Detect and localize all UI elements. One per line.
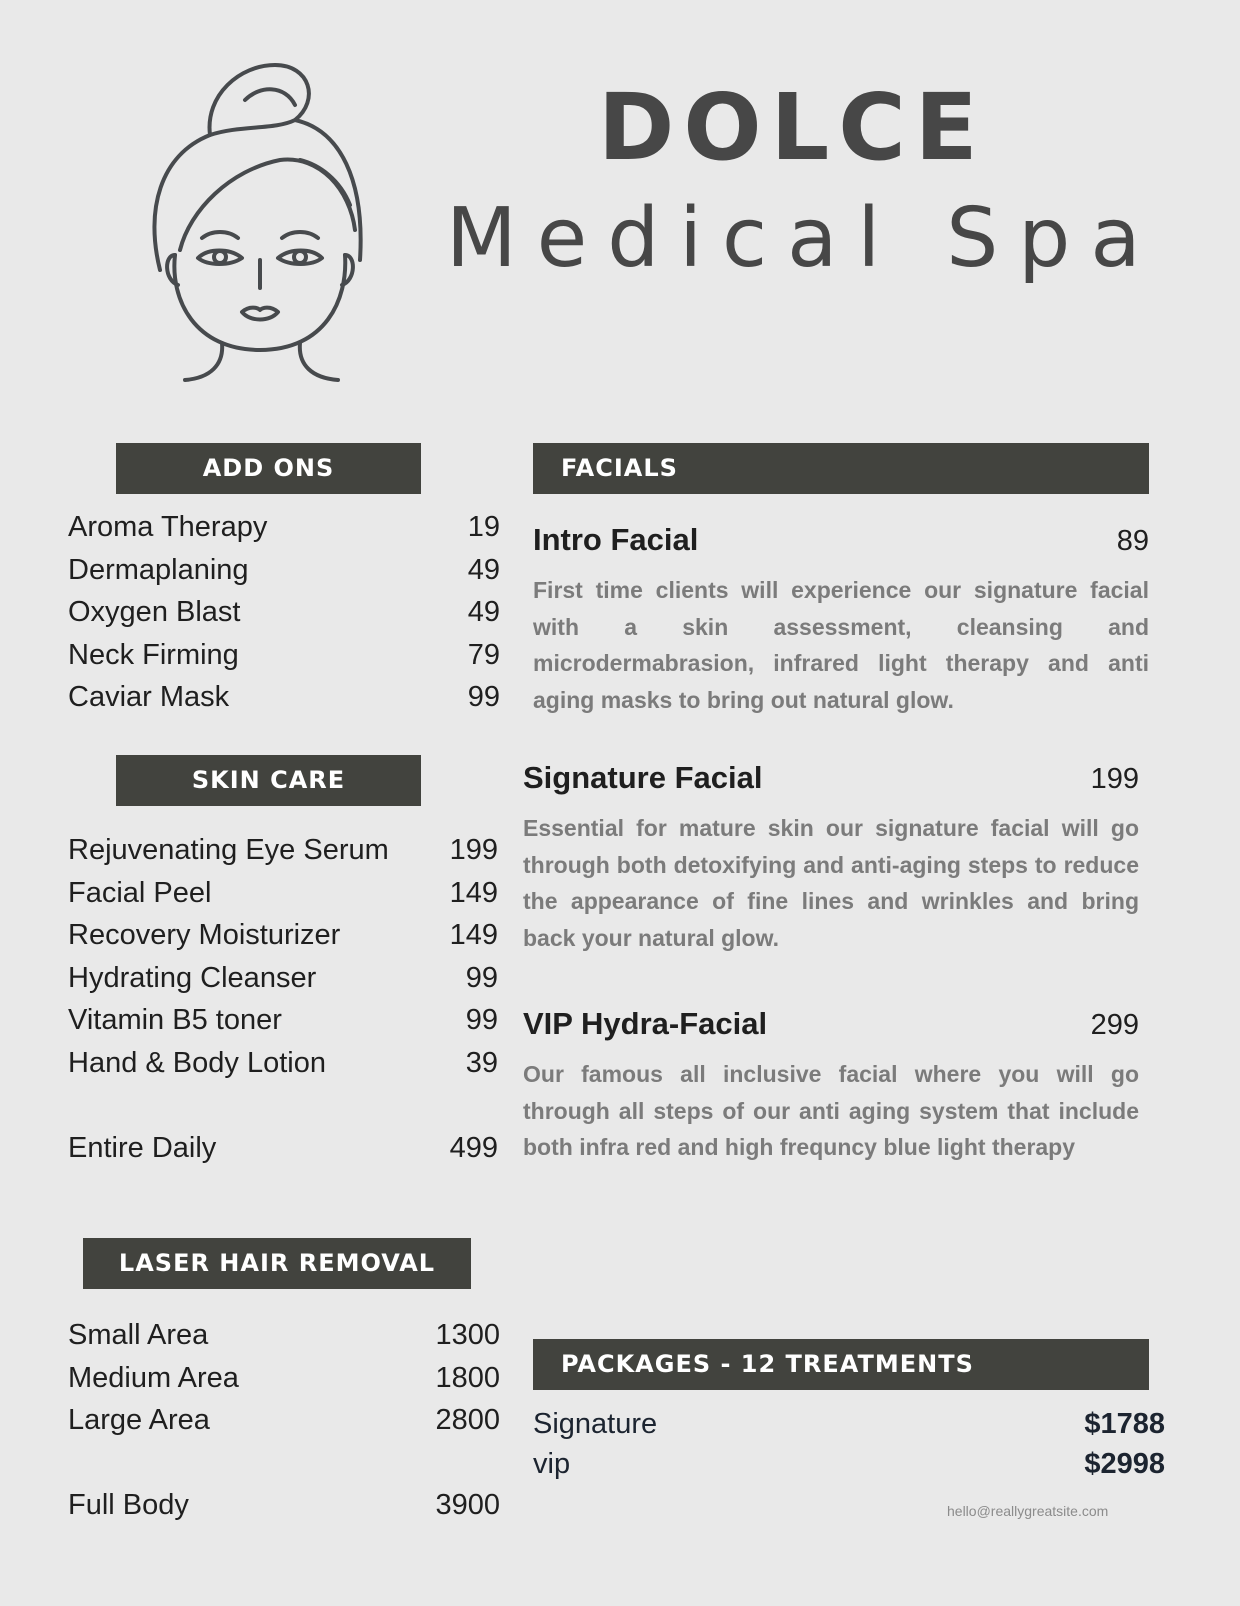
list-item [533, 1404, 1165, 1444]
add-ons-list [68, 506, 500, 719]
item-name: Medium Area [68, 1361, 239, 1394]
contact-email[interactable]: hello@reallygreatsite.com [947, 1503, 1109, 1519]
item-name: Entire Daily [68, 1131, 217, 1164]
section-header-facials: FACIALS [533, 443, 1149, 494]
facial-description: Our famous all inclusive facial where you will go through all steps of our anti aging system that include both infra red and high frequncy blue light therapy [523, 1061, 1139, 1160]
list-item [68, 914, 498, 957]
item-name: Oxygen Blast [68, 596, 241, 629]
facial-price: 89 [1116, 525, 1149, 557]
list-item [68, 1399, 500, 1442]
package-name: Signature [533, 1408, 658, 1440]
item-price: 39 [465, 1046, 498, 1079]
facial-item [523, 760, 1139, 956]
list-item-bundle [68, 1127, 498, 1170]
section-header-packages: PACKAGES - 12 TREATMENTS [533, 1339, 1149, 1390]
packages-list [533, 1404, 1165, 1484]
item-price: 19 [467, 511, 500, 543]
item-price: 99 [465, 961, 498, 994]
facial-price: 199 [1090, 763, 1139, 795]
item-name: Large Area [68, 1404, 210, 1437]
list-item [68, 634, 500, 677]
item-price: 1800 [435, 1361, 500, 1394]
item-name: Full Body [68, 1488, 189, 1521]
item-name: Aroma Therapy [68, 511, 268, 543]
list-item [68, 549, 500, 592]
brand-name: DOLCE [598, 74, 987, 181]
list-item [68, 829, 498, 872]
facial-name: Intro Facial [533, 522, 699, 557]
list-item [533, 1444, 1165, 1484]
item-name: Rejuvenating Eye Serum [68, 834, 389, 866]
list-item [68, 676, 500, 719]
item-price: 149 [449, 919, 498, 952]
list-item [68, 1042, 498, 1085]
item-name: Dermaplaning [68, 553, 249, 586]
item-price: 199 [449, 834, 498, 866]
skin-care-list [68, 829, 498, 1169]
facial-item [533, 522, 1149, 718]
item-price: 1300 [435, 1319, 500, 1351]
item-price: 3900 [435, 1488, 500, 1521]
item-name: Vitamin B5 toner [68, 1004, 282, 1037]
list-item-full-body [68, 1484, 500, 1527]
list-item [68, 872, 498, 915]
item-price: 99 [467, 681, 500, 714]
item-price: 49 [467, 553, 500, 586]
item-price: 499 [449, 1131, 498, 1164]
list-item [68, 1357, 500, 1400]
list-item [68, 591, 500, 634]
item-name: Recovery Moisturizer [68, 919, 341, 952]
item-price: 2800 [435, 1404, 500, 1437]
facial-description: Essential for mature skin our signature facial will go through both detoxifying and anti-aging steps to reduce the appearance of fine lines and wrinkles and bring back your natural glow. [523, 815, 1139, 951]
facial-item [523, 1006, 1139, 1166]
package-price: $2998 [1084, 1448, 1165, 1480]
facial-price: 299 [1090, 1009, 1139, 1041]
item-price: 149 [449, 876, 498, 909]
list-item [68, 999, 498, 1042]
item-name: Hydrating Cleanser [68, 961, 317, 994]
item-name: Hand & Body Lotion [68, 1046, 326, 1079]
item-price: 99 [465, 1004, 498, 1037]
list-item [68, 506, 500, 549]
section-header-skin-care: SKIN CARE [116, 755, 421, 806]
section-header-laser-hair-removal: LASER HAIR REMOVAL [83, 1238, 471, 1289]
item-price: 79 [467, 638, 500, 671]
list-item [68, 957, 498, 1000]
item-name: Caviar Mask [68, 681, 230, 714]
section-header-add-ons: ADD ONS [116, 443, 421, 494]
facial-name: Signature Facial [523, 760, 763, 795]
list-item [68, 1314, 500, 1357]
item-name: Neck Firming [68, 638, 239, 671]
laser-hair-removal-list [68, 1314, 500, 1526]
item-name: Small Area [68, 1319, 209, 1351]
facial-description: First time clients will experience our signature facial with a skin assessment, cleansing and microdermabrasion, infrared light therapy and anti aging masks to bring out natural glow. [533, 577, 1149, 713]
facial-name: VIP Hydra-Facial [523, 1006, 768, 1041]
package-price: $1788 [1084, 1408, 1165, 1440]
item-name: Facial Peel [68, 876, 212, 909]
item-price: 49 [467, 596, 500, 629]
woman-face-towel-icon [150, 60, 375, 396]
brand-subtitle: Medical Spa [446, 191, 1161, 286]
package-name: vip [533, 1448, 571, 1480]
